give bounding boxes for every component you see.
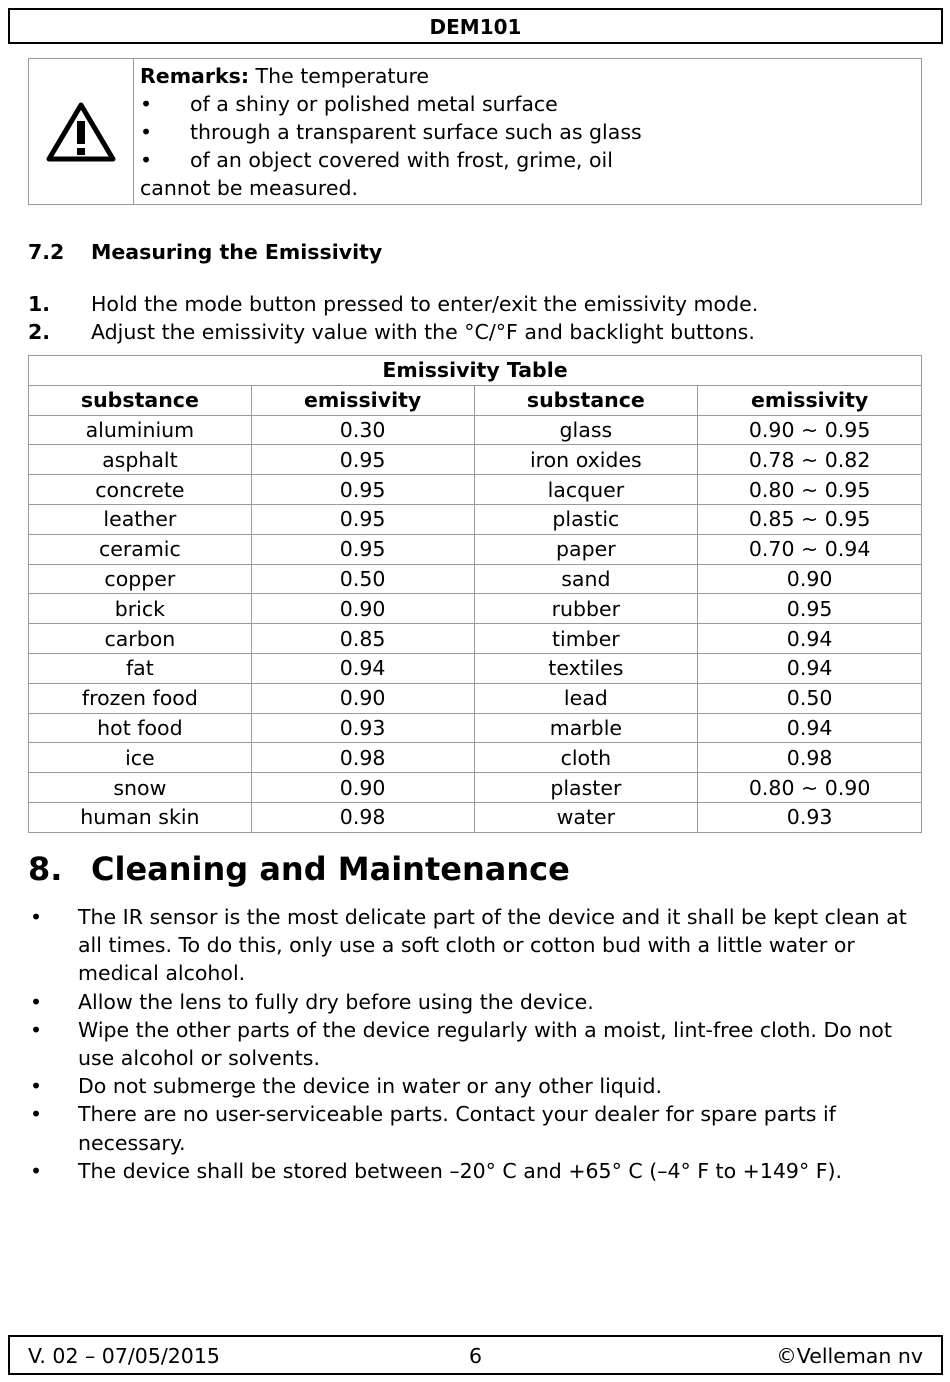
table-cell: ceramic — [29, 534, 252, 564]
table-cell: paper — [474, 534, 698, 564]
footer-version: V. 02 – 07/05/2015 — [28, 1344, 220, 1368]
table-cell: 0.70 ~ 0.94 — [698, 534, 922, 564]
table-row — [29, 534, 922, 564]
table-cell: glass — [474, 415, 698, 445]
table-header-row — [29, 385, 922, 415]
table-cell: fat — [29, 653, 252, 683]
column-header: emissivity — [251, 385, 474, 415]
table-row — [29, 773, 922, 803]
table-cell: 0.90 — [251, 773, 474, 803]
column-header: substance — [474, 385, 698, 415]
table-cell: 0.95 — [251, 475, 474, 505]
table-cell: 0.98 — [251, 802, 474, 832]
warning-triangle-icon — [45, 101, 117, 163]
remarks-intro: Remarks: The temperature — [140, 64, 430, 88]
table-cell: concrete — [29, 475, 252, 505]
page-header — [8, 8, 943, 44]
bullet-glyph: • — [30, 1017, 43, 1042]
table-cell: cloth — [474, 743, 698, 773]
table-cell: 0.95 — [251, 534, 474, 564]
table-cell: plaster — [474, 773, 698, 803]
table-row — [29, 802, 922, 832]
table-cell: snow — [29, 773, 252, 803]
table-cell: 0.50 — [698, 683, 922, 713]
table-caption-row — [29, 356, 922, 386]
table-row — [29, 504, 922, 534]
remarks-label: Remarks: — [140, 64, 250, 88]
section-heading-8 — [28, 850, 928, 888]
cleaning-list — [28, 903, 928, 1185]
table-cell: 0.98 — [251, 743, 474, 773]
list-item-text: There are no user-serviceable parts. Contact your dealer for spare parts if necessary. — [78, 1102, 836, 1155]
table-cell: copper — [29, 564, 252, 594]
table-cell: 0.78 ~ 0.82 — [698, 445, 922, 475]
table-cell: 0.85 ~ 0.95 — [698, 504, 922, 534]
table-row — [29, 415, 922, 445]
list-item — [28, 1072, 928, 1100]
emissivity-table — [28, 355, 922, 833]
table-row — [29, 713, 922, 743]
remarks-box — [28, 58, 922, 205]
page-footer — [8, 1335, 943, 1375]
table-cell: brick — [29, 594, 252, 624]
table-cell: 0.80 ~ 0.95 — [698, 475, 922, 505]
bullet-glyph: • — [30, 1074, 43, 1099]
bullet-glyph: • — [30, 989, 43, 1014]
table-cell: sand — [474, 564, 698, 594]
section-title: Cleaning and Maintenance — [91, 850, 570, 888]
step-item: 2. Adjust the emissivity value with the °C/°F and backlight buttons. — [28, 319, 755, 344]
list-item-text: The IR sensor is the most delicate part of the device and it shall be kept clean at all times. To do this, only use a soft cloth or cotton bud with a little water or medical alcohol. — [78, 905, 907, 986]
table-cell: lacquer — [474, 475, 698, 505]
footer-copyright: ©Velleman nv — [776, 1344, 923, 1368]
column-header: substance — [29, 385, 252, 415]
table-cell: water — [474, 802, 698, 832]
section-heading-7-2 — [28, 240, 828, 264]
table-body — [29, 415, 922, 832]
table-cell: 0.98 — [698, 743, 922, 773]
table-cell: aluminium — [29, 415, 252, 445]
list-item — [28, 1016, 928, 1072]
table-row — [29, 475, 922, 505]
table-cell: lead — [474, 683, 698, 713]
table-cell: 0.95 — [698, 594, 922, 624]
table-cell: 0.30 — [251, 415, 474, 445]
list-item — [28, 988, 928, 1016]
table-cell: 0.50 — [251, 564, 474, 594]
table-cell: 0.90 ~ 0.95 — [698, 415, 922, 445]
bullet-glyph: • — [30, 1102, 43, 1127]
section-number: 8. — [28, 850, 63, 888]
section-number: 7.2 — [28, 240, 65, 264]
table-cell: 0.90 — [698, 564, 922, 594]
table-cell: 0.90 — [251, 683, 474, 713]
table-cell: 0.93 — [251, 713, 474, 743]
table-row — [29, 743, 922, 773]
table-cell: 0.80 ~ 0.90 — [698, 773, 922, 803]
table-row — [29, 653, 922, 683]
column-header: emissivity — [698, 385, 922, 415]
table-cell: 0.94 — [698, 713, 922, 743]
bullet-glyph: • — [30, 905, 43, 929]
table-cell: 0.85 — [251, 624, 474, 654]
document-title: DEM101 — [429, 15, 522, 39]
table-row — [29, 445, 922, 475]
table-cell: 0.95 — [251, 504, 474, 534]
table-row — [29, 683, 922, 713]
table-caption: Emissivity Table — [29, 356, 922, 386]
table-cell: timber — [474, 624, 698, 654]
table-cell: leather — [29, 504, 252, 534]
footer-page-number: 6 — [468, 1344, 483, 1368]
steps-list — [28, 291, 928, 346]
remarks-text — [134, 59, 642, 204]
list-item — [28, 1157, 928, 1185]
remarks-closing: cannot be measured. — [140, 176, 358, 200]
table-row — [29, 564, 922, 594]
table-cell: ice — [29, 743, 252, 773]
table-cell: 0.90 — [251, 594, 474, 624]
table-cell: textiles — [474, 653, 698, 683]
list-item-text: Do not submerge the device in water or any other liquid. — [78, 1074, 662, 1099]
table-cell: human skin — [29, 802, 252, 832]
remarks-bullet: • through a transparent surface such as glass — [140, 120, 642, 144]
step-item: 1. Hold the mode button pressed to enter/exit the emissivity mode. — [28, 292, 759, 316]
table-cell: 0.93 — [698, 802, 922, 832]
table-cell: 0.94 — [698, 653, 922, 683]
remarks-icon-cell — [29, 59, 134, 204]
table-cell: plastic — [474, 504, 698, 534]
table-cell: 0.95 — [251, 445, 474, 475]
table-cell: rubber — [474, 594, 698, 624]
table-row — [29, 594, 922, 624]
table-row — [29, 624, 922, 654]
section-title: Measuring the Emissivity — [91, 240, 383, 264]
list-item-text: Allow the lens to fully dry before using the device. — [78, 989, 594, 1014]
bullet-glyph: • — [30, 1158, 43, 1183]
table-cell: marble — [474, 713, 698, 743]
table-cell: hot food — [29, 713, 252, 743]
table-cell: 0.94 — [698, 624, 922, 654]
table-cell: 0.94 — [251, 653, 474, 683]
remarks-bullet: • of an object covered with frost, grime, oil — [140, 148, 613, 172]
list-item — [28, 1100, 928, 1156]
table-cell: asphalt — [29, 445, 252, 475]
table-cell: frozen food — [29, 683, 252, 713]
table-cell: carbon — [29, 624, 252, 654]
list-item — [28, 903, 928, 988]
table-cell: iron oxides — [474, 445, 698, 475]
list-item-text: The device shall be stored between –20° C and +65° C (–4° F to +149° F). — [78, 1158, 843, 1183]
remarks-bullet: • of a shiny or polished metal surface — [140, 92, 558, 116]
list-item-text: Wipe the other parts of the device regularly with a moist, lint-free cloth. Do not use alcohol or solvents. — [78, 1017, 892, 1071]
